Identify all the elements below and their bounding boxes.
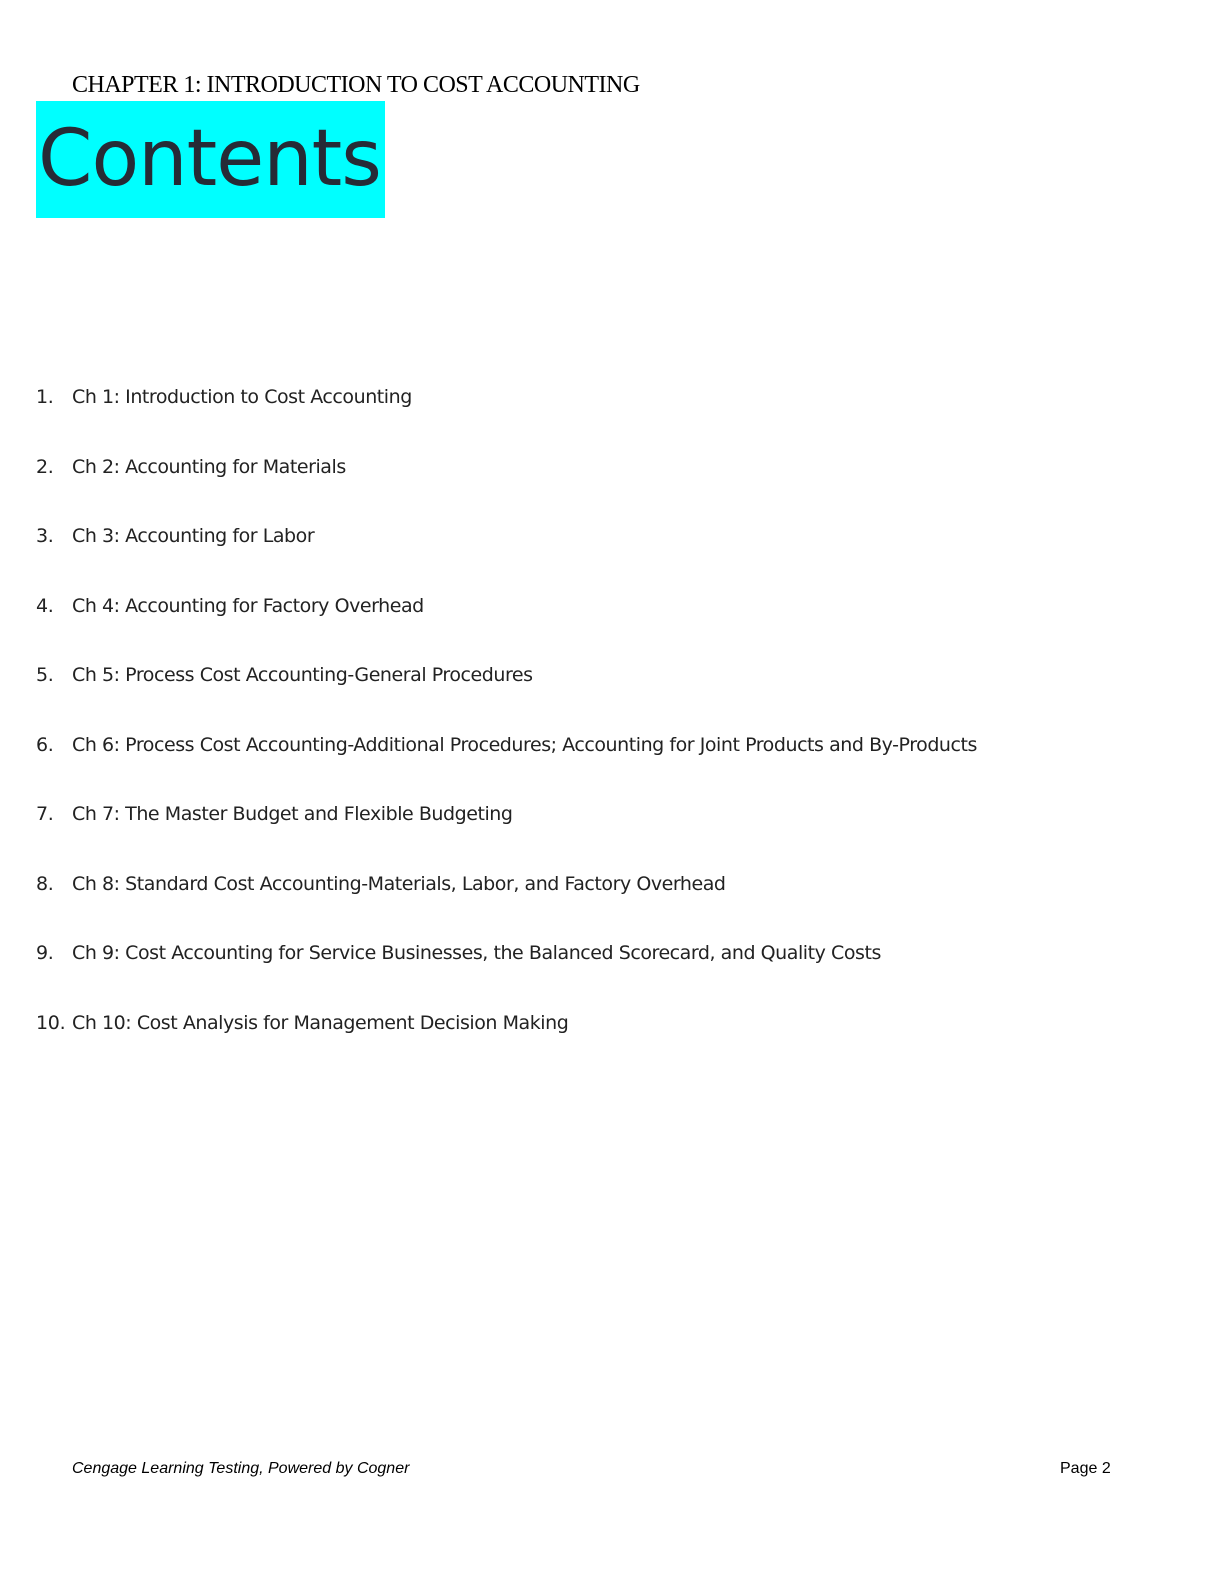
chapter-header: CHAPTER 1: INTRODUCTION TO COST ACCOUNTING [72,72,640,98]
table-of-contents [36,386,977,1081]
toc-item-number: 9. [36,942,54,964]
toc-item-title: Ch 9: Cost Accounting for Service Businesses, the Balanced Scorecard, and Quality Costs [72,942,881,964]
toc-item-title: Ch 10: Cost Analysis for Management Decision Making [72,1011,569,1034]
toc-item-4[interactable] [36,595,977,665]
toc-item-number: 1. [36,386,54,408]
toc-item-number: 3. [36,525,54,547]
toc-item-9[interactable] [36,942,977,1012]
toc-item-title: Ch 3: Accounting for Labor [72,525,315,547]
toc-item-title: Ch 5: Process Cost Accounting-General Procedures [72,664,533,686]
toc-item-title: Ch 1: Introduction to Cost Accounting [72,386,412,408]
toc-item-10[interactable] [36,1012,977,1082]
toc-item-title: Ch 7: The Master Budget and Flexible Budgeting [72,803,513,825]
toc-item-8[interactable] [36,873,977,943]
toc-item-5[interactable] [36,664,977,734]
contents-heading [36,101,385,218]
toc-item-number: 7. [36,803,54,825]
toc-item-number: 6. [36,733,54,756]
toc-item-number: 10. [36,1011,66,1034]
toc-item-number: 4. [36,594,54,617]
toc-item-title: Ch 8: Standard Cost Accounting-Materials, Labor, and Factory Overhead [72,872,726,895]
toc-item-title: Ch 6: Process Cost Accounting-Additional Procedures; Accounting for Joint Products and By-Products [72,733,977,756]
toc-item-2[interactable] [36,456,977,526]
toc-item-number: 8. [36,872,54,895]
toc-item-title: Ch 4: Accounting for Factory Overhead [72,594,424,617]
footer-page-number: Page 2 [1060,1460,1111,1477]
toc-item-6[interactable] [36,734,977,804]
toc-item-title: Ch 2: Accounting for Materials [72,455,346,478]
toc-item-7[interactable] [36,803,977,873]
toc-item-3[interactable] [36,525,977,595]
footer-publisher: Cengage Learning Testing, Powered by Cogner [72,1460,410,1477]
toc-item-1[interactable] [36,386,977,456]
toc-item-number: 2. [36,455,54,478]
contents-heading-text: Contents [38,114,381,204]
toc-item-number: 5. [36,664,54,686]
